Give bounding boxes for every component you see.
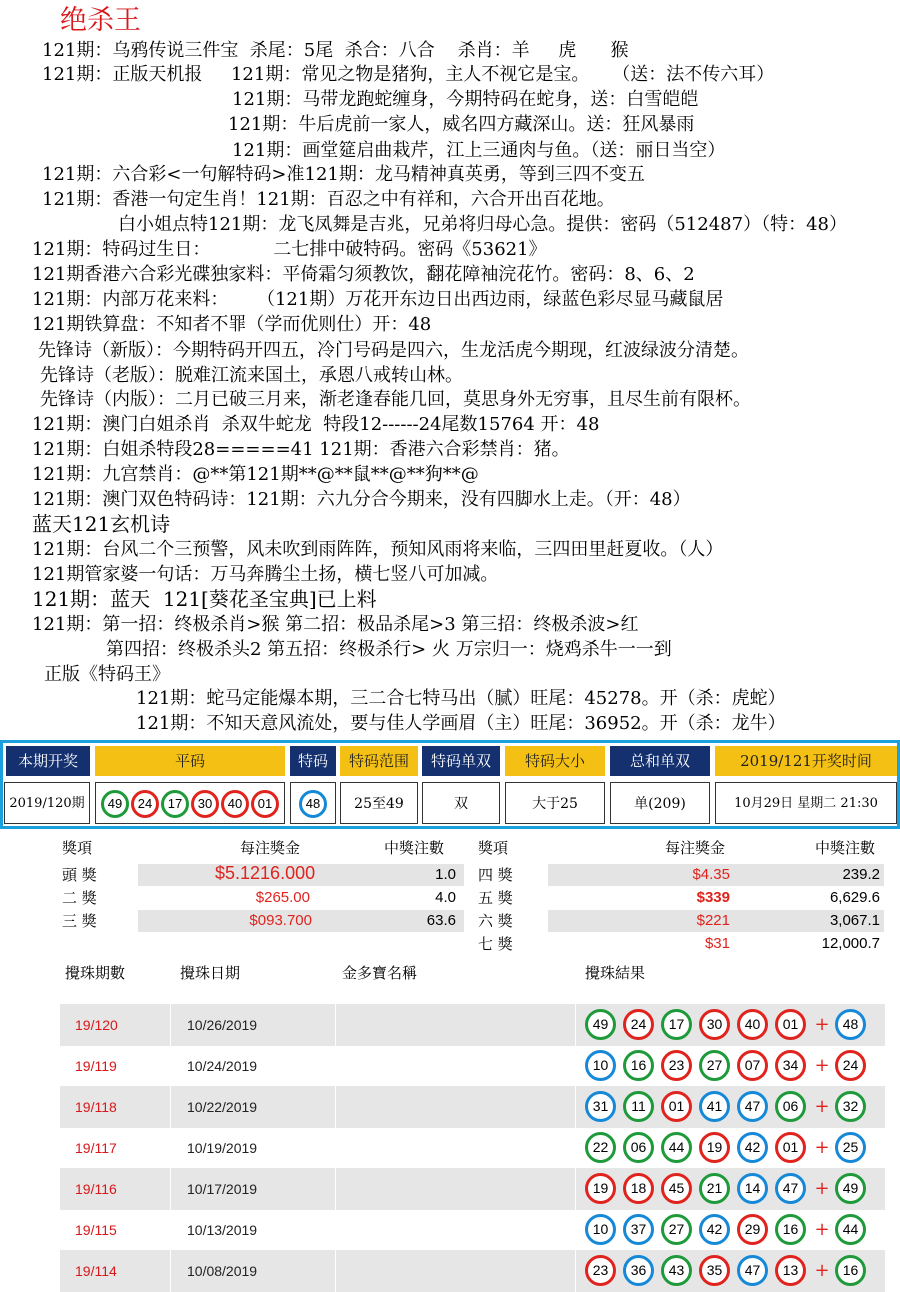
text-line: 121期：牛后虎前一家人，威名四方藏深山。送：狂风暴雨 <box>228 114 695 135</box>
number-ball: 06 <box>775 1091 806 1122</box>
text-line: 121期：台风二个三预警，风未吹到雨阵阵，预知风雨将来临，三四田里赶夏收。（人） <box>32 539 724 560</box>
prize-amount: $4.35 <box>692 866 730 883</box>
current-issue: 2019/120期 <box>4 782 90 824</box>
column-divider <box>335 1209 336 1251</box>
text-line: 先锋诗（内版）：二月已破三月来，渐老逢春能几回，莫思身外无穷事，且尽生前有限杯。 <box>40 389 751 410</box>
special-ball: 24 <box>835 1050 866 1081</box>
number-ball: 40 <box>221 790 249 818</box>
header-odd-even: 特码单双 <box>422 746 500 776</box>
column-divider <box>575 1127 576 1169</box>
special-ball: 25 <box>835 1132 866 1163</box>
number-ball: 29 <box>737 1214 768 1245</box>
history-result <box>585 1050 873 1082</box>
prize-header-amount: 每注獎金 <box>240 839 301 857</box>
prize-header-count: 中獎注數 <box>384 839 445 857</box>
history-issue: 19/119 <box>75 1058 117 1074</box>
text-line: 第四招：终极杀头2 第五招：终极杀行> 火 万宗归一：烧鸡杀牛一一到 <box>106 639 672 660</box>
regular-numbers <box>95 782 285 824</box>
history-issue: 19/117 <box>75 1140 117 1156</box>
column-divider <box>170 1045 171 1087</box>
number-ball: 24 <box>131 790 159 818</box>
text-line: 121期铁算盘：不知者不罪（学而优则仕）开：48 <box>32 314 432 335</box>
history-row <box>60 1127 885 1169</box>
history-issue: 19/118 <box>75 1099 117 1115</box>
header-special-range: 特码范围 <box>340 746 418 776</box>
prize-count: 4.0 <box>435 889 456 906</box>
special-ball: 32 <box>835 1091 866 1122</box>
column-divider <box>170 1127 171 1169</box>
history-date: 10/19/2019 <box>187 1140 258 1156</box>
text-line: 先锋诗（新版）：今期特码开四五，冷门号码是四六，生龙活虎今期现，红波绿波分清楚。 <box>38 340 749 361</box>
history-issue: 19/115 <box>75 1222 117 1238</box>
number-ball: 17 <box>661 1009 692 1040</box>
text-line: 121期：特码过生日： 二七排中破特码。密码《53621》 <box>32 239 547 260</box>
header-special-number: 特码 <box>290 746 336 776</box>
special-ball: 16 <box>835 1255 866 1286</box>
number-ball: 22 <box>585 1132 616 1163</box>
history-row <box>60 1250 885 1292</box>
number-ball: 01 <box>251 790 279 818</box>
plus-icon: + <box>814 1014 830 1035</box>
column-divider <box>170 1250 171 1292</box>
prize-amount: $093.700 <box>249 912 312 929</box>
special-range: 25至49 <box>340 782 418 824</box>
prize-header-count: 中獎注數 <box>815 839 876 857</box>
page-title: 绝杀王 <box>60 5 141 36</box>
history-issue: 19/114 <box>75 1263 117 1279</box>
number-ball: 30 <box>699 1009 730 1040</box>
column-divider <box>335 1004 336 1046</box>
prize-amount: $221 <box>696 912 730 929</box>
text-line: 121期：澳门双色特码诗：121期：六九分合今期来，没有四脚水上走。（开：48） <box>32 489 691 510</box>
number-ball: 30 <box>191 790 219 818</box>
number-ball: 16 <box>775 1214 806 1245</box>
column-divider <box>575 1086 576 1128</box>
prize-name: 二 獎 <box>62 889 97 907</box>
number-ball: 31 <box>585 1091 616 1122</box>
text-line: 121期：马带龙跑蛇缠身，今期特码在蛇身，送：白雪皑皑 <box>232 89 699 110</box>
history-date: 10/26/2019 <box>187 1017 258 1033</box>
big-small: 大于25 <box>505 782 605 824</box>
column-divider <box>335 1168 336 1210</box>
plus-icon: + <box>814 1219 830 1240</box>
prize-count: 239.2 <box>842 866 880 883</box>
plus-icon: + <box>814 1178 830 1199</box>
history-row <box>60 1004 885 1046</box>
prize-name: 七 獎 <box>478 935 513 953</box>
number-ball: 06 <box>623 1132 654 1163</box>
prize-name: 頭 獎 <box>62 866 97 884</box>
prize-count: 63.6 <box>426 912 456 929</box>
prize-header-name: 獎項 <box>478 839 509 857</box>
prize-count: 1.0 <box>435 866 456 883</box>
text-line: 121期：澳门白姐杀肖 杀双牛蛇龙 特段12------24尾数15764 开：48 <box>32 414 600 435</box>
history-header-name: 金多寶名稱 <box>342 964 418 982</box>
number-ball: 41 <box>699 1091 730 1122</box>
text-line: 121期：内部万花来料： （121期）万花开东边日出西边雨，绿蓝色彩尽显马藏鼠居 <box>32 289 724 310</box>
column-divider <box>335 1127 336 1169</box>
number-ball: 47 <box>737 1091 768 1122</box>
number-ball: 21 <box>699 1173 730 1204</box>
draw-info-table <box>0 740 900 829</box>
number-ball: 24 <box>623 1009 654 1040</box>
column-divider <box>170 1209 171 1251</box>
column-divider <box>575 1209 576 1251</box>
history-issue: 19/120 <box>75 1017 118 1033</box>
number-ball: 07 <box>737 1050 768 1081</box>
prize-header-amount: 每注獎金 <box>665 839 726 857</box>
header-big-small: 特码大小 <box>505 746 605 776</box>
plus-icon: + <box>814 1260 830 1281</box>
number-ball: 37 <box>623 1214 654 1245</box>
number-ball: 36 <box>623 1255 654 1286</box>
sum-odd-even: 单(209) <box>610 782 710 824</box>
special-ball: 49 <box>835 1173 866 1204</box>
history-header-issue: 攪珠期數 <box>65 964 126 982</box>
number-ball: 42 <box>737 1132 768 1163</box>
number-ball: 44 <box>661 1132 692 1163</box>
prize-amount: $265.00 <box>255 889 310 906</box>
number-ball: 01 <box>661 1091 692 1122</box>
text-line: 121期：画堂筵启曲栽芹，江上三通肉与鱼。（送：丽日当空） <box>232 140 726 161</box>
number-ball: 23 <box>585 1255 616 1286</box>
history-row <box>60 1045 885 1087</box>
history-header-result: 攪珠結果 <box>585 964 646 982</box>
prize-amount: $31 <box>704 935 730 952</box>
column-divider <box>575 1250 576 1292</box>
number-ball: 42 <box>699 1214 730 1245</box>
text-line: 121期：蛇马定能爆本期，三二合七特马出（腻）旺尾：45278。开（杀：虎蛇） <box>136 688 786 709</box>
number-ball: 17 <box>161 790 189 818</box>
prize-header-name: 獎項 <box>62 839 93 857</box>
prize-name: 三 獎 <box>62 912 97 930</box>
history-date: 10/13/2019 <box>187 1222 258 1238</box>
column-divider <box>170 1086 171 1128</box>
prize-count: 6,629.6 <box>829 889 880 906</box>
text-line: 正版《特码王》 <box>44 664 170 685</box>
number-ball: 11 <box>623 1091 654 1122</box>
text-line: 121期：乌鸦传说三件宝 杀尾：5尾 杀合：八合 杀肖：羊 虎 猴 <box>42 40 629 61</box>
special-ball: 48 <box>299 790 327 818</box>
text-line: 121期：第一招：终极杀肖>猴 第二招：极品杀尾>3 第三招：终极杀波>红 <box>32 614 639 635</box>
odd-even: 双 <box>422 782 500 824</box>
number-ball: 13 <box>775 1255 806 1286</box>
text-line: 121期：九宫禁肖：@**第121期**@**鼠**@**狗**@ <box>32 464 479 485</box>
prize-count: 3,067.1 <box>829 912 880 929</box>
column-divider <box>575 1004 576 1046</box>
column-divider <box>335 1086 336 1128</box>
number-ball: 27 <box>699 1050 730 1081</box>
header-current-draw: 本期开奖 <box>6 746 90 776</box>
text-line: 121期：正版天机报 121期：常见之物是猪狗，主人不视它是宝。 （送：法不传六耳） <box>42 64 775 85</box>
history-result <box>585 1132 873 1164</box>
history-result <box>585 1255 873 1287</box>
text-line: 121期：六合彩<一句解特码>准121期：龙马精神真英勇，等到三四不变五 <box>42 164 645 185</box>
history-result <box>585 1009 873 1041</box>
number-ball: 19 <box>699 1132 730 1163</box>
text-line: 121期：蓝天 121[葵花圣宝典]已上料 <box>32 587 377 611</box>
history-result <box>585 1214 873 1246</box>
history-date: 10/17/2019 <box>187 1181 258 1197</box>
number-ball: 10 <box>585 1214 616 1245</box>
number-ball: 49 <box>101 790 129 818</box>
header-next-draw-time: 2019/121开奖时间 <box>715 746 897 776</box>
number-ball: 45 <box>661 1173 692 1204</box>
number-ball: 10 <box>585 1050 616 1081</box>
number-ball: 47 <box>775 1173 806 1204</box>
history-row <box>60 1209 885 1251</box>
number-ball: 47 <box>737 1255 768 1286</box>
history-date: 10/22/2019 <box>187 1099 258 1115</box>
number-ball: 40 <box>737 1009 768 1040</box>
history-result <box>585 1091 873 1123</box>
prize-name: 五 獎 <box>478 889 513 907</box>
column-divider <box>170 1168 171 1210</box>
prize-amount: $5.1216.000 <box>215 863 316 883</box>
plus-icon: + <box>814 1137 830 1158</box>
number-ball: 01 <box>775 1009 806 1040</box>
next-draw-time: 10月29日 星期二 21:30 <box>715 782 897 824</box>
number-ball: 16 <box>623 1050 654 1081</box>
number-ball: 35 <box>699 1255 730 1286</box>
special-ball: 48 <box>835 1009 866 1040</box>
column-divider <box>335 1045 336 1087</box>
header-sum-odd-even: 总和单双 <box>610 746 710 776</box>
history-issue: 19/116 <box>75 1181 117 1197</box>
plus-icon: + <box>814 1096 830 1117</box>
number-ball: 19 <box>585 1173 616 1204</box>
prize-name: 四 獎 <box>478 866 513 884</box>
history-header-date: 攪珠日期 <box>180 964 241 982</box>
number-ball: 23 <box>661 1050 692 1081</box>
column-divider <box>170 1004 171 1046</box>
special-ball: 44 <box>835 1214 866 1245</box>
history-row <box>60 1168 885 1210</box>
text-line: 121期管家婆一句话：万马奔腾尘土扬，横七竖八可加减。 <box>32 564 499 585</box>
column-divider <box>575 1168 576 1210</box>
number-ball: 14 <box>737 1173 768 1204</box>
prize-count: 12,000.7 <box>821 935 880 952</box>
number-ball: 18 <box>623 1173 654 1204</box>
text-line: 121期：不知天意风流处，要与佳人学画眉（主）旺尾：36952。开（杀：龙牛） <box>136 713 786 734</box>
history-row <box>60 1086 885 1128</box>
special-number <box>290 782 336 824</box>
prize-amount: $339 <box>696 889 730 906</box>
number-ball: 01 <box>775 1132 806 1163</box>
plus-icon: + <box>814 1055 830 1076</box>
column-divider <box>575 1045 576 1087</box>
number-ball: 49 <box>585 1009 616 1040</box>
number-ball: 34 <box>775 1050 806 1081</box>
text-line: 121期香港六合彩光碟独家料：平倚霜匀须教饮，翻花障袖浣花竹。密码：8、6、2 <box>32 264 695 285</box>
column-divider <box>335 1250 336 1292</box>
section-heading: 蓝天121玄机诗 <box>32 512 171 536</box>
text-line: 121期：香港一句定生肖！121期：百忍之中有祥和，六合开出百花地。 <box>42 189 615 210</box>
number-ball: 43 <box>661 1255 692 1286</box>
history-result <box>585 1173 873 1205</box>
number-ball: 27 <box>661 1214 692 1245</box>
text-line: 121期：白姐杀特段28=====41 121期：香港六合彩禁肖：猪。 <box>32 439 570 460</box>
history-date: 10/08/2019 <box>187 1263 258 1279</box>
history-date: 10/24/2019 <box>187 1058 258 1074</box>
prize-name: 六 獎 <box>478 912 513 930</box>
text-line: 白小姐点特121期：龙飞凤舞是吉兆，兄弟将归母心急。提供：密码（512487）（特：48） <box>118 214 847 235</box>
text-line: 先锋诗（老版）：脱难江流来国土，承恩八戒转山林。 <box>40 365 463 386</box>
header-regular-numbers: 平码 <box>95 746 285 776</box>
